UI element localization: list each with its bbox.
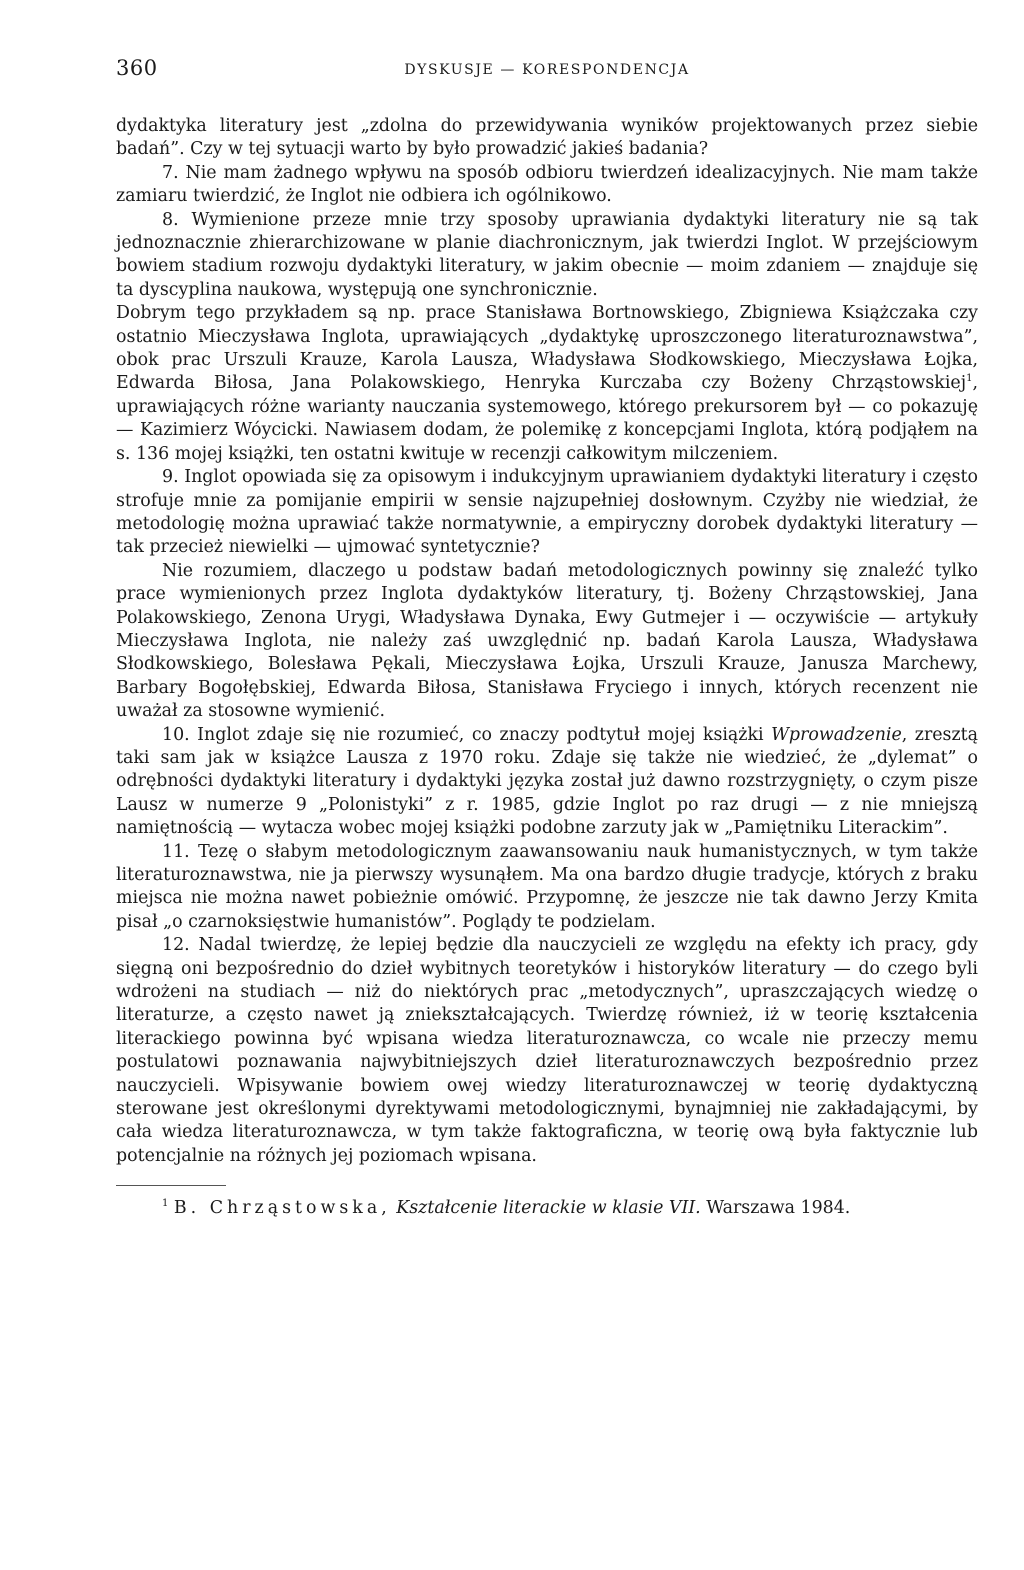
footnote-title: Kształcenie literackie w klasie VII. — [396, 1198, 701, 1219]
footnote-author: B. Chrząstowska, — [173, 1198, 391, 1219]
footnote-divider — [116, 1185, 226, 1186]
paragraph-point-12: 12. Nadal twierdzę, że lepiej będzie dla nauczycieli ze względu na efekty ich pracy, gdy sięgną oni bezpośrednio do dzieł wybitnych teoretyków i historyków literatury — do czego byli wdrożeni na studiach — niż do niektórych prac „metodycznych”, upraszczających wiedzę o literaturze, a często nawet ją zniekształcających. Twierdzę również, iż w teorię kształcenia literackiego powinna być wpisana wiedza literaturoznawcza, co wcale nie przeczy memu postulatowi poznawania najwybitniejszych dzieł literaturoznawczych bezpośrednio przez nauczycieli. Wpisywanie bowiem owej wiedzy literaturoznawczej w teorię dydaktyczną sterowane jest określonymi dyrektywami metodologicznymi, bynajmniej nie zakładającymi, by cała wiedza literaturoznawcza, w tym także faktograficzna, w teorię ową była faktycznie lub potencjalnie na różnych jej poziomach wpisana. — [116, 935, 978, 1166]
page — [116, 56, 978, 1219]
running-head-title: DYSKUSJE — KORESPONDENCJA — [404, 62, 690, 78]
footnote — [116, 1197, 978, 1219]
paragraph-point-7: 7. Nie mam żadnego wpływu na sposób odbioru twierdzeń idealizacyjnych. Nie mam także zamiaru twierdzić, że Inglot nie odbiera ich ogólnikowo. — [116, 162, 978, 207]
paragraph-continuation: dydaktyka literatury jest „zdolna do przewidywania wyników projektowanych przez siebie badań”. Czy w tej sytuacji warto by było prowadzić jakieś badania? — [116, 116, 978, 160]
footnote-marker: 1 — [162, 1198, 169, 1210]
paragraph-text: , zresztą taki sam jak w książce Lausza z 1970 roku. Zdaje się także nie wiedzieć, że „dylemat” o odrębności dydaktyki literatury i dydaktyki języka został już dawno rozstrzygnięty, o czym pisze Lausz w numerze 9 „Polonistyki” z r. 1985, gdzie Inglot po raz drugi — z nie mniejszą namiętnością — wytacza wobec mojej książki podobne zarzuty jak w „Pamiętniku Literackim”. — [116, 724, 978, 839]
page-number: 360 — [116, 56, 158, 80]
paragraph-text: Dobrym tego przykładem są np. prace Stanisława Bortnowskiego, Zbigniewa Książczaka czy ostatnio Mieczysława Inglota, uprawiających „dydaktykę uproszczonego literaturoznawstwa”, obok prac Urszuli Krauze, Karola Lausza, Władysława Słodkowskiego, Mieczysława Łojka, Edwarda Biłosa, Jana Polakowskiego, Henryka Kurczaba czy Bożeny Chrząstowskiej — [116, 303, 978, 394]
paragraph-point-11: 11. Tezę o słabym metodologicznym zaawansowaniu nauk humanistycznych, w tym także literaturoznawstwa, nie ja pierwszy wysunąłem. Ma ona bardzo długie tradycje, których z braku miejsca nie można nawet pobieżnie omówić. Przypomnę, że jeszcze nie tak dawno Jerzy Kmita pisał „o czarnoksięstwie humanistów”. Poglądy te podzielam. — [116, 841, 978, 932]
paragraph-point-10 — [116, 724, 978, 841]
paragraph-point-9: 9. Inglot opowiada się za opisowym i indukcyjnym uprawianiem dydaktyki literatury i często strofuje mnie za pomijanie empirii w sensie najzupełniej dosłownym. Czyżby nie wiedział, że metodologię można uprawiać także normatywnie, a empiryczny dorobek dydaktyki literatury — tak przecież niewielki — ujmować syntetycznie? — [116, 467, 978, 558]
footnote-publication: Warszawa 1984. — [706, 1198, 851, 1219]
paragraph-point-8: 8. Wymienione przeze mnie trzy sposoby uprawiania dydaktyki literatury nie są tak jednoznacznie zhierarchizowane w planie diachronicznym, jak twierdzi Inglot. W przejściowym bowiem stadium rozwoju dydaktyki literatury, w jakim obecnie — moim zdaniem — znajduje się ta dyscyplina naukowa, występują one synchronicznie. — [116, 209, 978, 300]
book-subtitle: Wprowadzenie — [771, 724, 902, 745]
running-head — [116, 56, 978, 90]
paragraph-point-9-continued: Nie rozumiem, dlaczego u podstaw badań metodologicznych powinny się znaleźć tylko prace wymienionych przez Inglota dydaktyków literatury, tj. Bożeny Chrząstowskiej, Jana Polakowskiego, Zenona Urygi, Władysława Dynaka, Ewy Gutmejer i — oczywiście — artykuły Mieczysława Inglota, nie należy zaś uwzględnić np. badań Karola Lausza, Władysława Słodkowskiego, Bolesława Pękali, Mieczysława Łojka, Urszuli Krauze, Janusza Marchewy, Barbary Bogołębskiej, Edwarda Biłosa, Stanisława Fryciego i innych, których recenzent nie uważał za stosowne wymienić. — [116, 560, 978, 722]
paragraph-point-8-continued — [116, 302, 978, 466]
article-body — [116, 115, 978, 1168]
footnote-reference: 1 — [966, 373, 973, 385]
paragraph-text: , uprawiających różne warianty nauczania systemowego, którego prekursorem był — co pokazuję — Kazimierz Wóycicki. Nawiasem dodam, że polemikę z koncepcjami Inglota, którą podjąłem na s. 136 mojej książki, ten ostatni kwituje w recenzji całkowitym milczeniem. — [116, 373, 978, 464]
paragraph-text: 10. Inglot zdaje się nie rozumieć, co znaczy podtytuł mojej książki — [162, 724, 772, 745]
